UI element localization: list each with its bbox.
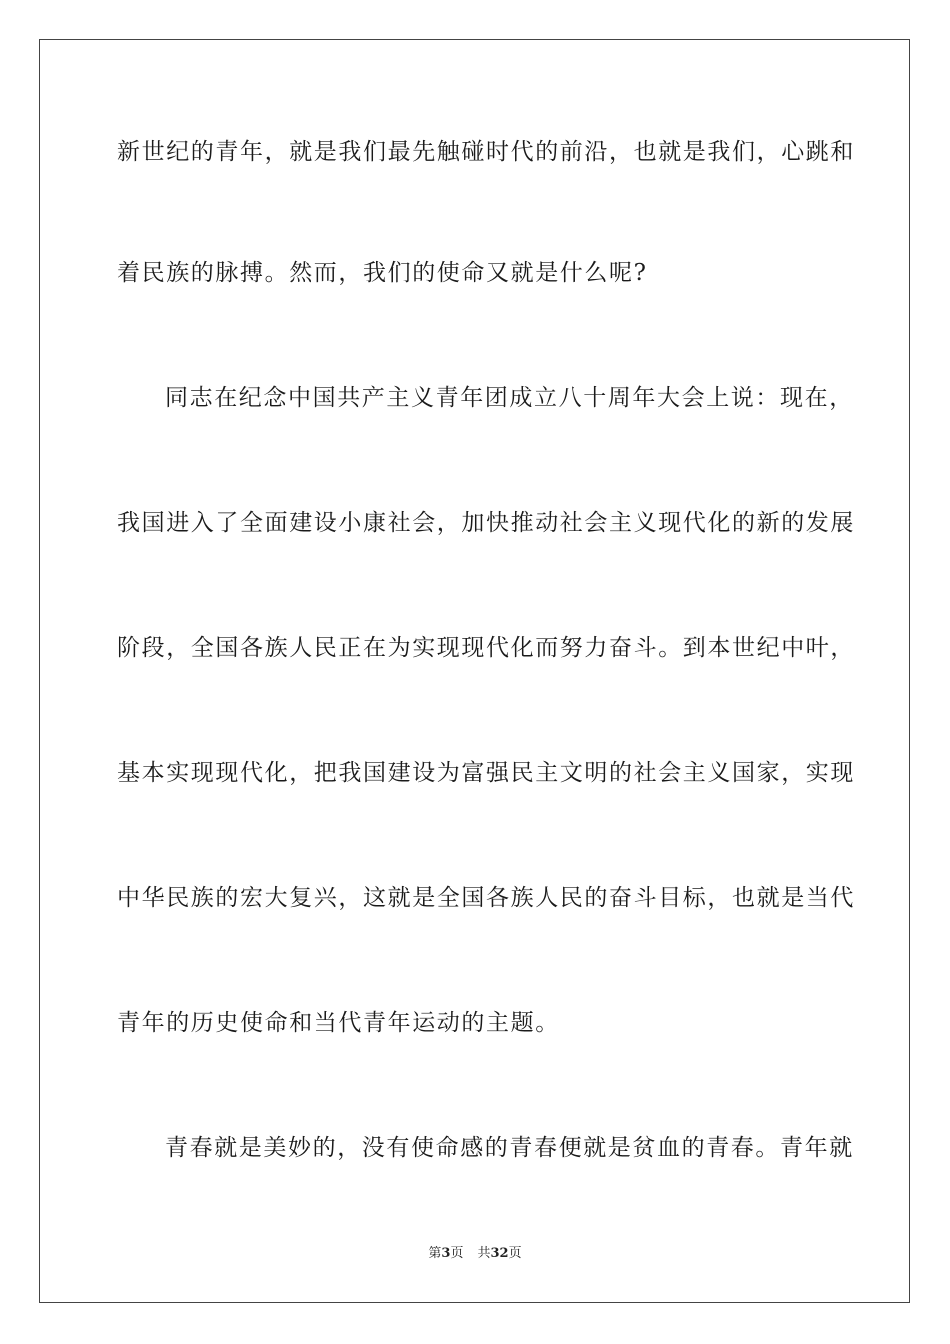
- text-line: 我国进入了全面建设小康社会，加快推动社会主义现代化的新的发展: [117, 510, 855, 536]
- text-line: 阶段，全国各族人民正在为实现现代化而努力奋斗。到本世纪中叶，: [117, 635, 855, 661]
- text-line: 基本实现现代化，把我国建设为富强民主文明的社会主义国家，实现: [117, 760, 855, 786]
- paragraph-first-line: 青春就是美妙的，没有使命感的青春便就是贫血的青春。青年就: [165, 1135, 854, 1161]
- paragraph-first-line: 同志在纪念中国共产主义青年团成立八十周年大会上说：现在，: [165, 385, 854, 411]
- text-line: 中华民族的宏大复兴，这就是全国各族人民的奋斗目标，也就是当代: [117, 885, 855, 911]
- text-line: 青年的历史使命和当代青年运动的主题。: [117, 1010, 560, 1036]
- text-line: 新世纪的青年，就是我们最先触碰时代的前沿，也就是我们，心跳和: [117, 139, 855, 165]
- page-footer: [0, 1245, 950, 1263]
- page-prefix: 第: [428, 1246, 442, 1261]
- total-suffix: 页: [508, 1246, 522, 1261]
- total-prefix: 共: [477, 1246, 491, 1261]
- total-page-count: 32: [490, 1246, 509, 1261]
- current-page-number: 3: [441, 1246, 451, 1261]
- page-frame: [39, 39, 910, 1303]
- page-suffix: 页: [450, 1246, 464, 1261]
- text-line: 着民族的脉搏。然而，我们的使命又就是什么呢?: [117, 260, 648, 286]
